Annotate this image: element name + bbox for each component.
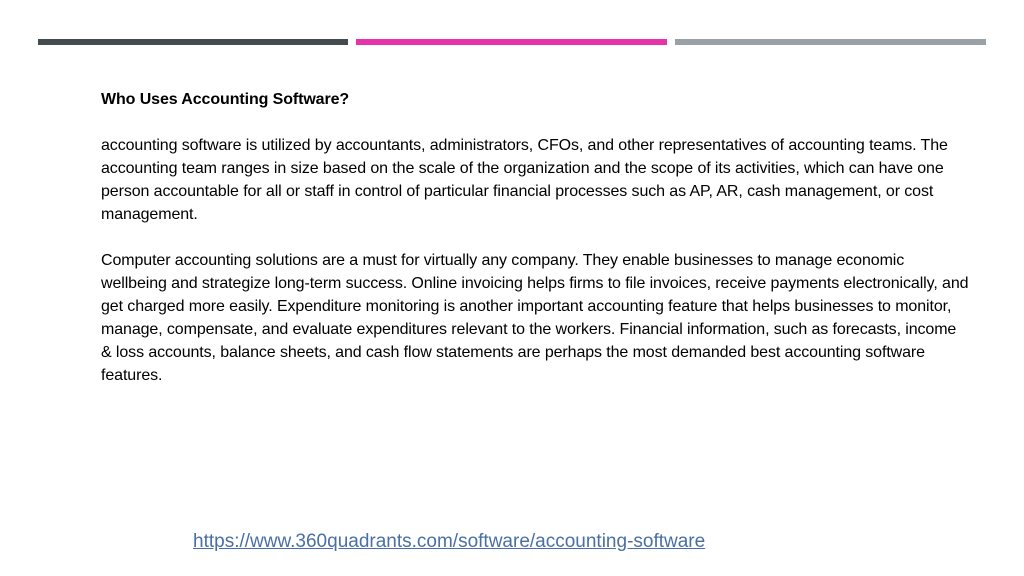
- slide-heading: Who Uses Accounting Software?: [101, 91, 350, 108]
- source-link[interactable]: https://www.360quadrants.com/software/accounting-software: [193, 531, 706, 552]
- paragraph-solutions: Computer accounting solutions are a must for virtually any company. They enable businesses to manage economic wellbeing and strategize long-term success. Online invoicing helps firms to file invoices, receive payments electronically, and get charged more easily. Expenditure monitoring is another important accounting feature that helps businesses to monitor, manage, compensate, and evaluate expenditures relevant to the workers. Financial information, such as forecasts, income & loss accounts, balance sheets, and cash flow statements are perhaps the most demanded best accounting software features.: [101, 252, 969, 384]
- decorative-top-bars: [38, 39, 986, 45]
- paragraph-who-uses: accounting software is utilized by accountants, administrators, CFOs, and other representatives of accounting teams. The accounting team ranges in size based on the scale of the organization and the scope of its activities, which can have one person accountable for all or staff in control of particular financial processes such as AP, AR, cash management, or cost management.: [101, 137, 948, 223]
- top-bar-pink: [356, 39, 667, 45]
- top-bar-gray: [675, 39, 986, 45]
- top-bar-dark: [38, 39, 348, 45]
- slide-content: [101, 88, 971, 410]
